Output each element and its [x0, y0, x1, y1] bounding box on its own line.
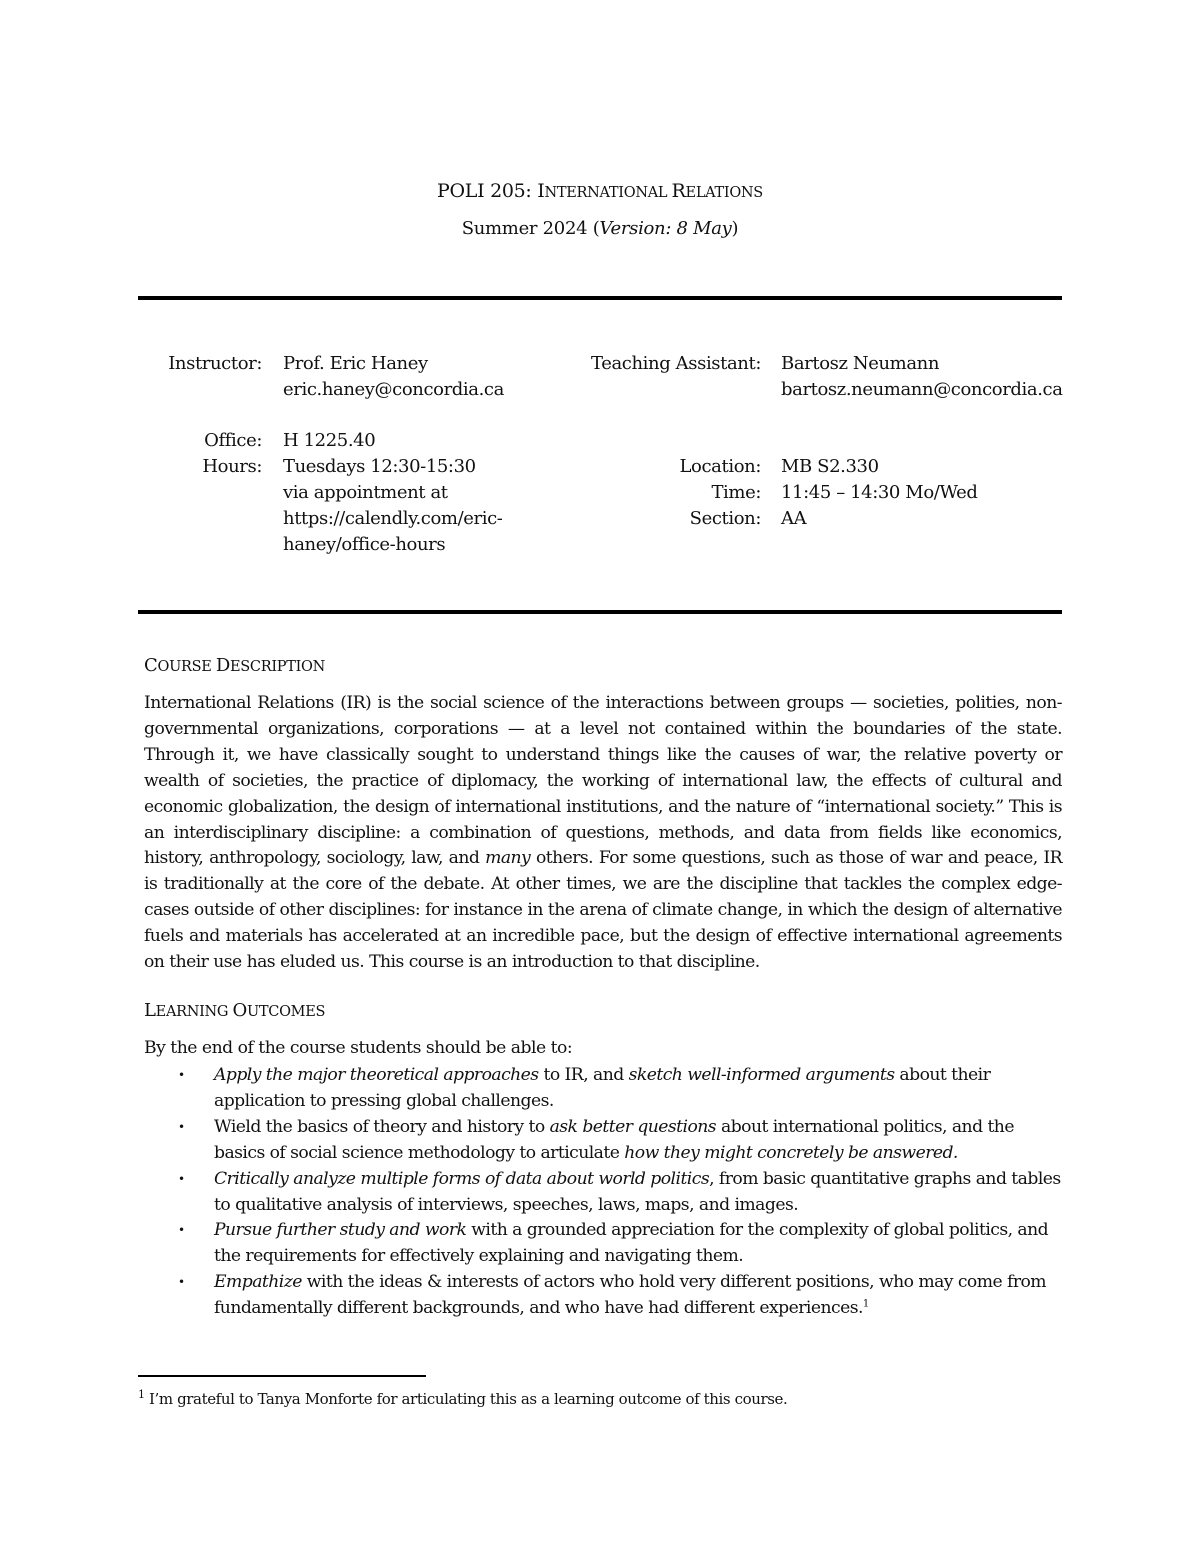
- list-item: • Empathize with the ideas & interests of actors who hold very different positions, who may come from fundamentally different backgrounds, and who have had different experiences.$^1$: [178, 1272, 1047, 1319]
- location-value: MB S2.330: [781, 456, 879, 477]
- learning-outcomes-heading: LEARNING OUTCOMES: [144, 1000, 326, 1021]
- top-divider: [138, 296, 1062, 300]
- ta-label: Teaching Assistant:: [591, 353, 761, 374]
- course-description-text: International Relations (IR) is the social science of the interactions between groups — societies, polities, non-governmental organizations, corporations — at a level not contained within the boundaries of the state. Through it, we have classically sought to understand things like the causes of war, the relative poverty or wealth of societies, the practice of diplomacy, the working of international law, the effects of cultural and economic globalization, the design of international institutions, and the nature of “international society.” This is an interdisciplinary discipline: a combination of questions, methods, and data from fields like economics, history, anthropology, sociology, law, and many others. For some questions, such as those of war and peace, IR is traditionally at the core of the debate. At other times, we are the discipline that tackles the complex edge-cases outside of other disciplines: for instance in the arena of climate change, in which the design of alternative fuels and materials has accelerated at an incredible pace, but the design of effective international agreements on their use has eluded us. This course is an introduction to that discipline.: [144, 693, 1062, 973]
- section-value: AA: [781, 508, 807, 529]
- hours-line-1: Tuesdays 12:30-15:30: [283, 456, 476, 477]
- ta-email[interactable]: bartosz.neumann@concordia.ca: [781, 379, 1063, 400]
- footnote-ref[interactable]: 1: [862, 1298, 869, 1310]
- bottom-divider: [138, 610, 1062, 614]
- bullet-icon: •: [178, 1068, 185, 1082]
- course-title: POLI 205: INTERNATIONAL RELATIONS: [437, 180, 763, 202]
- hours-line-2: via appointment at: [283, 482, 448, 503]
- instructor-label: Instructor:: [168, 353, 262, 374]
- course-term: Summer 2024 (Version: 8 May): [461, 218, 739, 239]
- outcomes-intro: By the end of the course students should be able to:: [144, 1038, 573, 1058]
- location-label: Location:: [679, 456, 761, 477]
- bullet-icon: •: [178, 1275, 185, 1290]
- list-item: • Pursue further study and work with a grounded appreciation for the complexity of global politics, and the requirements for effectively explaining and navigating them.: [178, 1220, 1049, 1267]
- office-value: H 1225.40: [283, 430, 376, 451]
- list-item: • Wield the basics of theory and history to ask better questions about international politics, and the basics of social science methodology to articulate how they might concretely be answered.: [178, 1116, 1014, 1163]
- footnote-divider: [138, 1375, 426, 1377]
- ta-name: Bartosz Neumann: [781, 353, 940, 374]
- list-item: • Apply the major theoretical approaches to IR, and sketch well-informed arguments about their application to pressing global challenges.: [178, 1065, 991, 1111]
- instructor-email[interactable]: eric.haney@concordia.ca: [283, 379, 504, 400]
- instructor-name: Prof. Eric Haney: [283, 353, 428, 374]
- hours-label: Hours:: [202, 456, 262, 477]
- section-label: Section:: [689, 508, 761, 529]
- bullet-icon: •: [178, 1171, 185, 1186]
- calendly-link-cont[interactable]: haney/office-hours: [283, 534, 446, 555]
- course-description-heading: COURSE DESCRIPTION: [144, 655, 325, 676]
- office-label: Office:: [204, 430, 262, 451]
- list-item: • Critically analyze multiple forms of data about world politics, from basic quantitative graphs and tables to qualitative analysis of interviews, speeches, laws, maps, and images.: [178, 1168, 1061, 1215]
- calendly-link[interactable]: https://calendly.com/eric-: [283, 508, 503, 529]
- footnote-mark: 1: [138, 1388, 145, 1401]
- bullet-icon: •: [178, 1119, 185, 1134]
- time-label: Time:: [711, 482, 761, 503]
- footnote: $^1$ I’m grateful to Tanya Monforte for articulating this as a learning outcome of this course.: [138, 1388, 788, 1408]
- version-note: Version: 8 May: [599, 218, 732, 239]
- bullet-icon: •: [178, 1223, 185, 1238]
- outcomes-list: [144, 1063, 1064, 1322]
- time-value: 11:45 – 14:30 Mo/Wed: [781, 482, 978, 503]
